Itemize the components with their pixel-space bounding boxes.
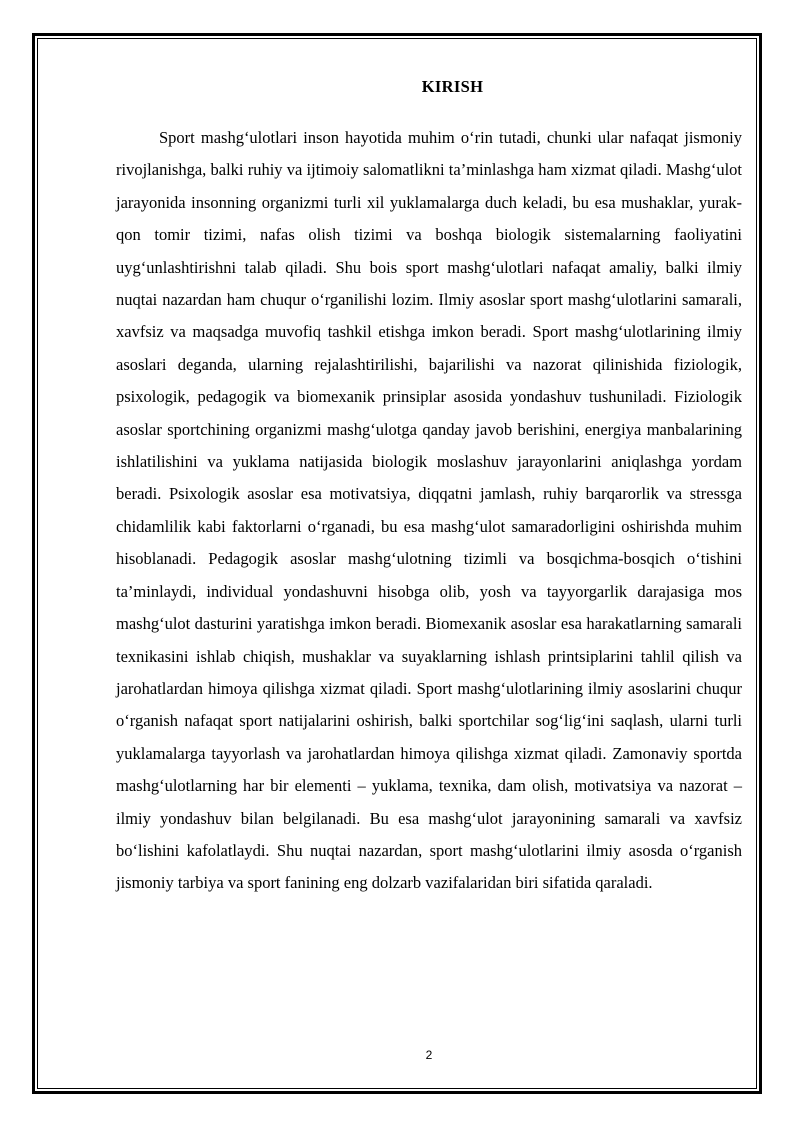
body-paragraph: Sport mashg‘ulotlari inson hayotida muhim o‘rin tutadi, chunki ular nafaqat jismoniy rivojlanishga, balki ruhiy va ijtimoiy salomatlikni ta’minlashga ham xizmat qiladi. Mashg‘ulot jarayonida insonning organizmi turli xil yuklamalarga duch keladi, bu esa mushaklar, yurak-qon tomir tizimi, nafas olish tizimi va boshqa biologik sistemalarning faoliyatini uyg‘unlashtirishni talab qiladi. Shu bois sport mashg‘ulotlari nafaqat amaliy, balki ilmiy nuqtai nazardan ham chuqur o‘rganilishi lozim. Ilmiy asoslar sport mashg‘ulotlarini samarali, xavfsiz va maqsadga muvofiq tashkil etishga imkon beradi. Sport mashg‘ulotlarining ilmiy asoslari deganda, ularning rejalashtirilishi, bajarilishi va nazorat qilinishida fiziologik, psixologik, pedagogik va biomexanik prinsiplar asosida yondashuv tushuniladi. Fiziologik asoslar sportchining organizmi mashg‘ulotga qanday javob berishini, energiya manbalarining ishlatilishini va yuklama natijasida biologik moslashuv jarayonlarini aniqlashga yordam beradi. Psixologik asoslar esa motivatsiya, diqqatni jamlash, ruhiy barqarorlik va stressga chidamlilik kabi faktorlarni o‘rganadi, bu esa mashg‘ulot samaradorligini oshirishda muhim hisoblanadi. Pedagogik asoslar mashg‘ulotning tizimli va bosqichma-bosqich o‘tishini ta’minlaydi, individual yondashuvni hisobga olib, yosh va tayyorgarlik darajasiga mos mashg‘ulot dasturini yaratishga imkon beradi. Biomexanik asoslar esa harakatlarning samarali texnikasini ishlab chiqish, mushaklar va suyaklarning ishlash printsiplarini tahlil qilish va jarohatlardan himoya qilishga xizmat qiladi. Sport mashg‘ulotlarining ilmiy asoslarini chuqur o‘rganish nafaqat sport natijalarini oshirish, balki sportchilar sog‘lig‘ini saqlash, ularni turli yuklamalarga tayyorlash va jarohatlardan himoya qilishga xizmat qiladi. Zamonaviy sportda mashg‘ulotlarning har bir elementi – yuklama, texnika, dam olish, motivatsiya va nazorat – ilmiy yondashuv bilan belgilanadi. Bu esa mashg‘ulot jarayonining samarali va xavfsiz bo‘lishini kafolatlaydi. Shu nuqtai nazardan, sport mashg‘ulotlarini ilmiy asosda o‘rganish jismoniy tarbiya va sport fanining eng dolzarb vazifalaridan biri sifatida qaraladi. [116, 128, 742, 893]
page-number: 2 [425, 1048, 433, 1062]
section-title: KIRISH [421, 77, 484, 96]
